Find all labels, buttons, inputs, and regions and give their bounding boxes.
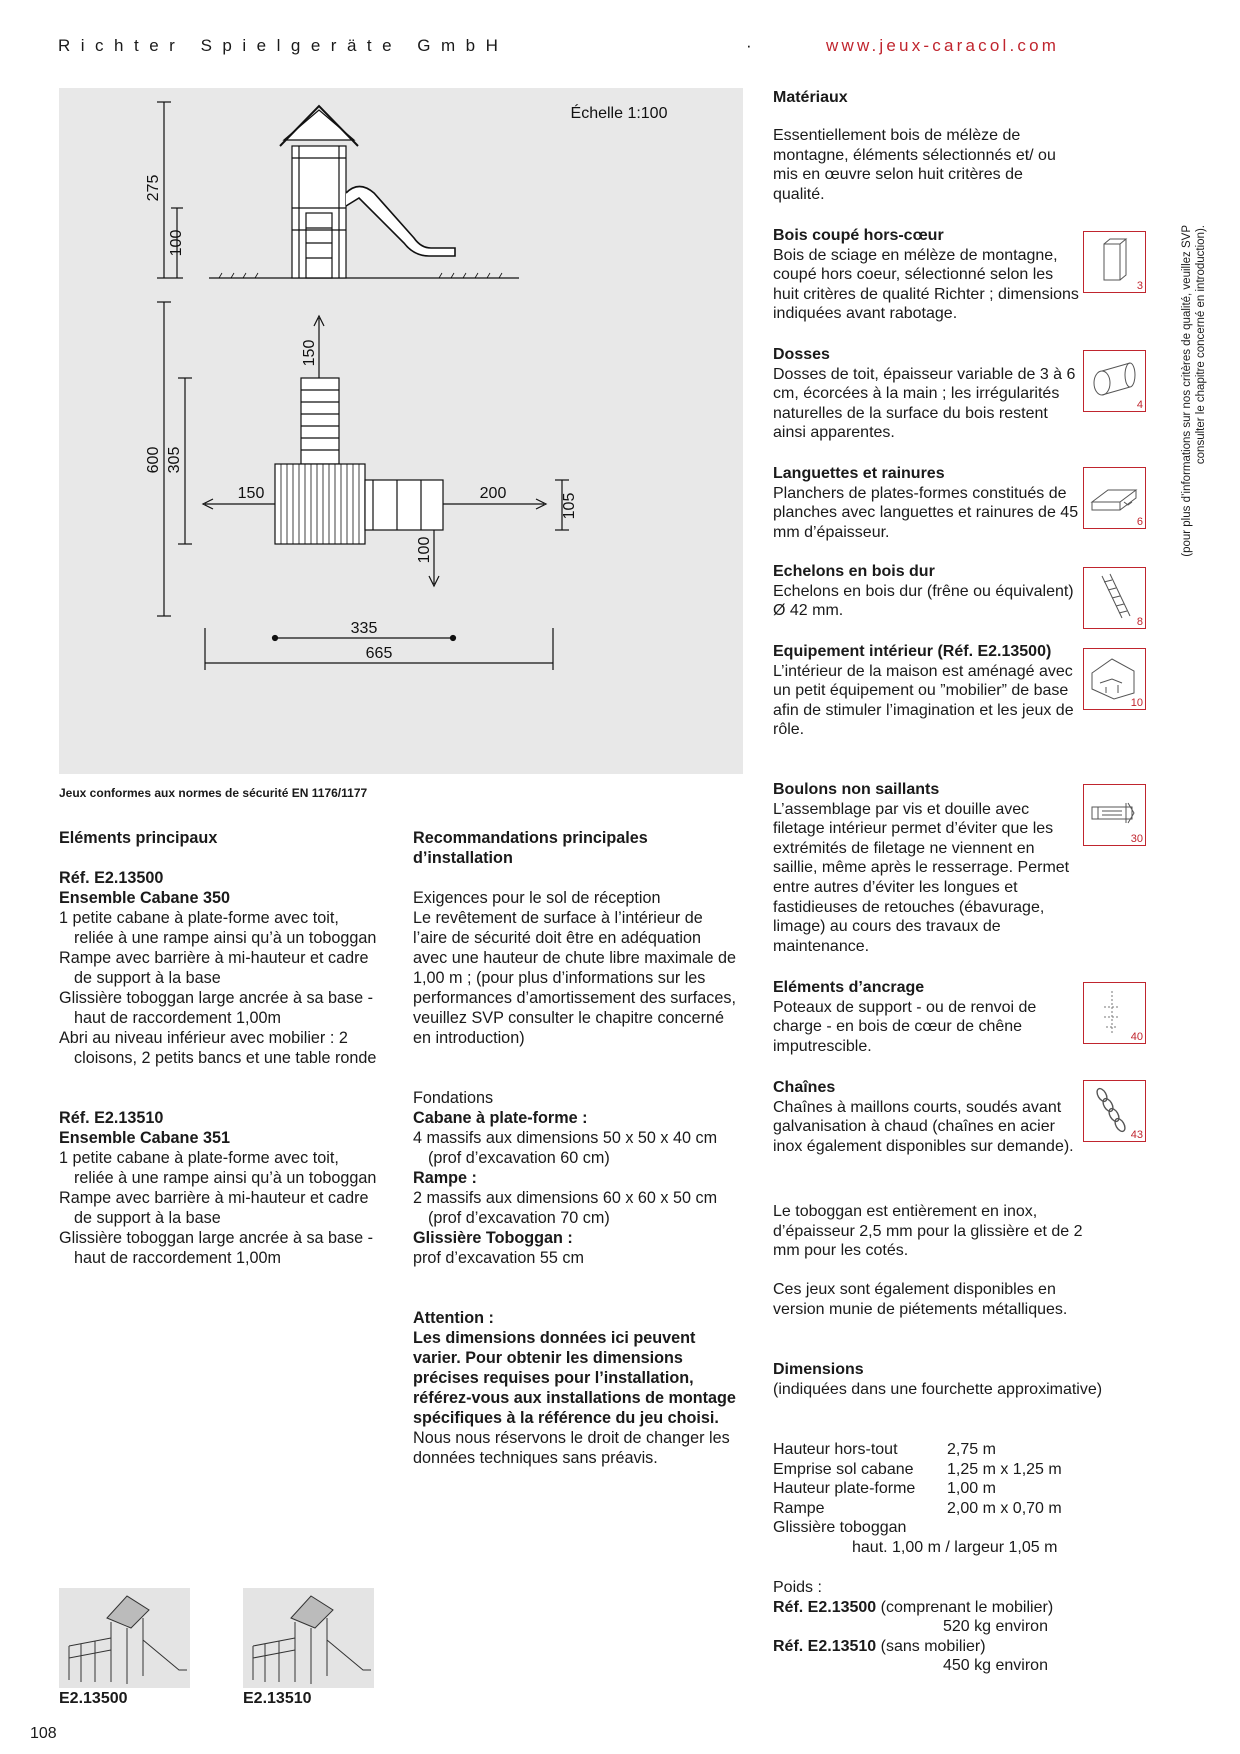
svg-text:100: 100: [416, 536, 433, 564]
main-elements-column: [59, 828, 379, 1268]
svg-text:335: 335: [350, 620, 378, 637]
technical-drawing: [59, 88, 743, 774]
quality-side-note: (pour plus d’informations sur nos critères de qualité, veuillez SVP consulter le chapitre concerné en introduction).: [1181, 225, 1207, 557]
foundation-line: (prof d’excavation 60 cm): [428, 1149, 610, 1167]
safety-standard-caption: Jeux conformes aux normes de sécurité EN 1176/1177: [59, 786, 368, 800]
feature-text: Echelons en bois dur (frêne ou équivalent) Ø 42 mm.: [773, 582, 1074, 620]
materials-title: Matériaux: [773, 89, 848, 106]
weight-row: Réf. E2.13500 (comprenant le mobilier): [773, 1598, 1054, 1616]
dimension-row: Rampe 2,00 m x 0,70 m: [773, 1499, 1062, 1517]
feature-block: [773, 562, 1083, 621]
feature-block: [773, 345, 1083, 443]
feature-text: Poteaux de support - ou de renvoi de charge - en bois de cœur de chêne imputrescible.: [773, 998, 1037, 1055]
weights-section: [773, 1578, 1103, 1676]
foundation-label: Glissière Toboggan :: [413, 1229, 573, 1247]
foundation-label: Rampe :: [413, 1169, 477, 1187]
weight-row: Réf. E2.13510 (sans mobilier): [773, 1637, 986, 1655]
dimension-row: Hauteur hors-tout 2,75 m: [773, 1441, 996, 1458]
thumbnail-label: E2.13510: [243, 1690, 312, 1707]
svg-text:105: 105: [561, 492, 578, 520]
feature-block: [773, 226, 1083, 324]
page-number: 108: [30, 1725, 57, 1742]
feature-block: [773, 978, 1083, 1056]
timber-icon: 3: [1083, 231, 1146, 293]
list-item: Rampe avec barrière à mi-hauteur et cadre de support à la base: [59, 1189, 369, 1227]
website-link[interactable]: www.jeux-caracol.com: [826, 36, 1060, 55]
dimensions-title: Dimensions: [773, 1361, 864, 1378]
feature-block: [773, 642, 1083, 740]
feature-title: Eléments d’ancrage: [773, 979, 925, 996]
attention-text: Nous nous réservons le droit de changer les données techniques sans préavis.: [413, 1429, 730, 1467]
svg-text:305: 305: [166, 446, 183, 474]
attention-bold: Les dimensions données ici peuvent varier. Pour obtenir les dimensions précises requises pour l’installation, référez-vous aux installations de montage spécifiques à la référence du jeu choisi.: [413, 1329, 736, 1427]
dimensions-table: [773, 1440, 1103, 1558]
weight-value: 450 kg environ: [943, 1657, 1048, 1675]
feature-title: Bois coupé hors-cœur: [773, 227, 944, 244]
list-item: Glissière toboggan large ancrée à sa base - haut de raccordement 1,00m: [59, 1229, 374, 1267]
attention-title: Attention :: [413, 1309, 494, 1327]
foundation-line: (prof d’excavation 70 cm): [428, 1209, 610, 1227]
svg-text:200: 200: [479, 485, 507, 502]
install-column: [413, 828, 739, 1468]
list-item: Abri au niveau inférieur avec mobilier : 2 cloisons, 2 petits bancs et une table ronde: [59, 1029, 377, 1067]
product-name: Ensemble Cabane 351: [59, 1129, 230, 1147]
svg-text:150: 150: [301, 339, 318, 367]
feature-block: [773, 780, 1083, 956]
product-thumbnail[interactable]: [243, 1588, 374, 1688]
feature-text: Chaînes à maillons courts, soudés avant galvanisation à chaud (chaînes en acier inox également disponibles sur demande).: [773, 1098, 1074, 1155]
main-elements-title: Eléments principaux: [59, 829, 218, 847]
feature-title: Languettes et rainures: [773, 465, 945, 482]
dimension-row: Hauteur plate-forme 1,00 m: [773, 1480, 996, 1498]
company-name: Richter Spielgeräte GmbH: [58, 36, 509, 55]
ground-title: Exigences pour le sol de réception: [413, 889, 661, 907]
ground-text: Le revêtement de surface à l’intérieur de l’aire de sécurité doit être en adéquation avec une hauteur de chute libre maximale de 1,00 m ; (pour plus d’informations sur les performances d’amortissement des surfaces, veuillez SVP consulter le chapitre concerné en introduction): [413, 909, 737, 1047]
anchor-icon: 40: [1083, 982, 1146, 1044]
feature-title: Dosses: [773, 346, 830, 363]
slide-label: Glissière toboggan: [773, 1519, 907, 1537]
log-icon: 4: [1083, 350, 1146, 412]
rungs-icon: 8: [1083, 567, 1146, 629]
dimension-row: Emprise sol cabane 1,25 m x 1,25 m: [773, 1460, 1062, 1478]
feature-title: Boulons non saillants: [773, 781, 940, 798]
foundation-line: 2 massifs aux dimensions 60 x 60 x 50 cm: [413, 1189, 718, 1207]
thumbnail-label: E2.13500: [59, 1690, 128, 1707]
materials-intro: Essentiellement bois de mélèze de montagne, éléments sélectionnés et/ ou mis en œuvre selon huit critères de qualité.: [773, 127, 1056, 203]
svg-text:665: 665: [365, 645, 393, 662]
dimensions-subtitle: (indiquées dans une fourchette approximative): [773, 1380, 1103, 1398]
svg-text:100: 100: [168, 229, 185, 257]
feature-block: [773, 464, 1083, 542]
feature-text: Bois de sciage en mélèze de montagne, coupé hors coeur, sélectionné selon les huit critères de qualité Richter ; dimensions indiquées avant rabotage.: [773, 246, 1079, 323]
list-item: Glissière toboggan large ancrée à sa base - haut de raccordement 1,00m: [59, 989, 374, 1027]
feature-title: Echelons en bois dur: [773, 563, 935, 580]
dimensions-section: [773, 1360, 1103, 1399]
feature-block: [773, 1078, 1083, 1156]
product-thumbnail[interactable]: [59, 1588, 190, 1688]
metal-option-note: Ces jeux sont également disponibles en version munie de piétements métalliques.: [773, 1281, 1068, 1318]
elevation-view: [145, 102, 519, 278]
feature-title: Chaînes: [773, 1079, 836, 1096]
product-ref: Réf. E2.13500: [59, 869, 164, 887]
foundations-title: Fondations: [413, 1089, 494, 1107]
svg-text:600: 600: [145, 446, 162, 474]
tongue-groove-icon: 6: [1083, 467, 1146, 529]
product-ref: Réf. E2.13510: [59, 1109, 164, 1127]
interior-icon: 10: [1083, 648, 1146, 710]
foundation-line: 4 massifs aux dimensions 50 x 50 x 40 cm: [413, 1129, 718, 1147]
feature-text: L’intérieur de la maison est aménagé avec un petit équipement ou ”mobilier” de base afin de stimuler l’imagination et les jeux de rôle.: [773, 662, 1074, 739]
svg-text:275: 275: [145, 174, 162, 202]
feature-text: Planchers de plates-formes constitués de planches avec languettes et rainures de 45 mm d’épaisseur.: [773, 484, 1079, 541]
feature-title: Equipement intérieur (Réf. E2.13500): [773, 643, 1052, 660]
header-separator: ·: [746, 36, 752, 55]
scale-label: Échelle 1:100: [570, 105, 668, 122]
svg-text:150: 150: [237, 485, 265, 502]
list-item: Rampe avec barrière à mi-hauteur et cadre de support à la base: [59, 949, 369, 987]
slide-note: Le toboggan est entièrement en inox, d’épaisseur 2,5 mm pour la glissière et de 2 mm pour les cotés.: [773, 1203, 1083, 1260]
foundation-label: Cabane à plate-forme :: [413, 1109, 588, 1127]
product-name: Ensemble Cabane 350: [59, 889, 230, 907]
plan-view: [145, 302, 578, 670]
feature-text: L’assemblage par vis et douille avec filetage intérieur permet d’éviter que les extrémités de filetage ne viennent en saillie, même après le resserrage. Permet entre autres d’éviter les longues et fastidieuses de retouches (ébavurage, limage) au cours des travaux de maintenance.: [773, 800, 1070, 955]
weight-title: Poids :: [773, 1579, 822, 1596]
feature-text: Dosses de toit, épaisseur variable de 3 à 6 cm, écorcées à la main ; les irrégularités naturelles de la surface du bois restent ainsi apparentes.: [773, 365, 1076, 442]
install-title: Recommandations principales d’installation: [413, 829, 648, 867]
list-item: 1 petite cabane à plate-forme avec toit, reliée à une rampe ainsi qu’à un toboggan: [59, 909, 377, 947]
foundation-line: prof d’excavation 55 cm: [413, 1249, 584, 1267]
slide-value: haut. 1,00 m / largeur 1,05 m: [852, 1538, 1058, 1556]
bolt-icon: 30: [1083, 784, 1146, 846]
weight-value: 520 kg environ: [943, 1618, 1048, 1636]
chain-icon: 43: [1083, 1080, 1146, 1142]
list-item: 1 petite cabane à plate-forme avec toit, reliée à une rampe ainsi qu’à un toboggan: [59, 1149, 377, 1187]
